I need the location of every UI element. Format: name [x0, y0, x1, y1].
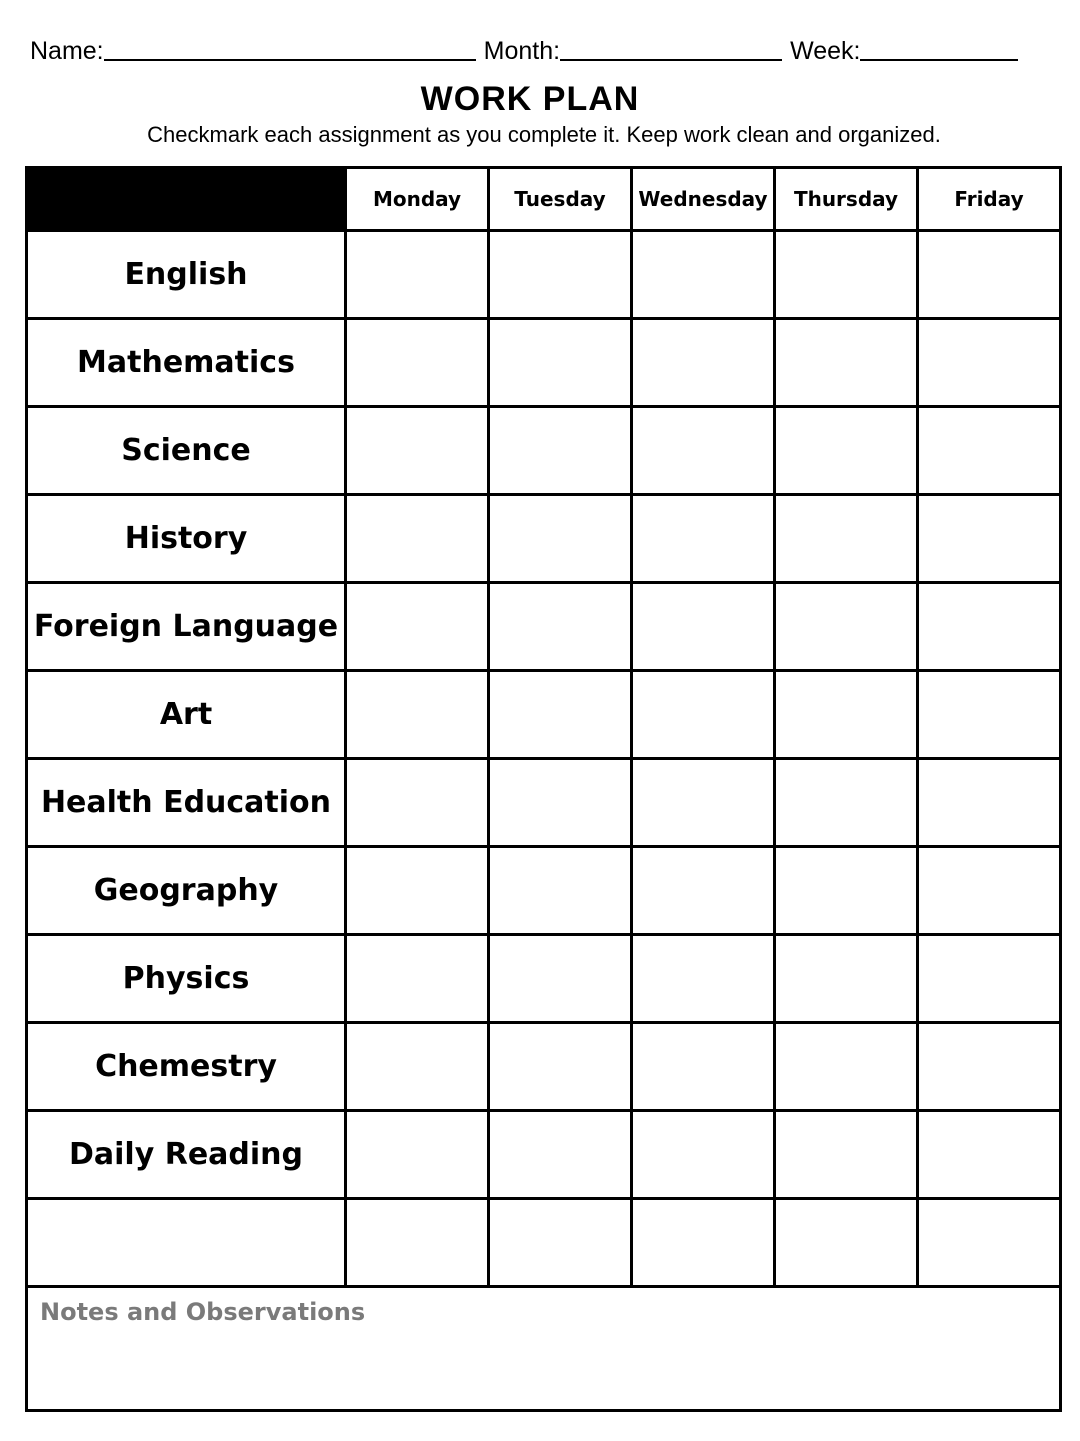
checkbox-cell-thursday[interactable] — [775, 1199, 918, 1287]
name-blank-line[interactable] — [104, 35, 476, 61]
checkbox-cell-tuesday[interactable] — [489, 847, 632, 935]
checkbox-cell-wednesday[interactable] — [632, 407, 775, 495]
name-field[interactable] — [30, 35, 476, 66]
checkbox-cell-wednesday[interactable] — [632, 935, 775, 1023]
checkbox-cell-tuesday[interactable] — [489, 759, 632, 847]
subject-label: Geography — [27, 847, 346, 935]
subject-label: Physics — [27, 935, 346, 1023]
subject-row — [27, 495, 1061, 583]
subject-label: Health Education — [27, 759, 346, 847]
subject-label: History — [27, 495, 346, 583]
checkbox-cell-friday[interactable] — [918, 935, 1061, 1023]
checkbox-cell-monday[interactable] — [346, 407, 489, 495]
checkbox-cell-wednesday[interactable] — [632, 759, 775, 847]
subject-label: Mathematics — [27, 319, 346, 407]
subject-row — [27, 1023, 1061, 1111]
checkbox-cell-tuesday[interactable] — [489, 583, 632, 671]
day-header-thursday: Thursday — [775, 168, 918, 231]
notes-box[interactable] — [27, 1287, 1061, 1411]
checkbox-cell-monday[interactable] — [346, 847, 489, 935]
subject-row — [27, 583, 1061, 671]
name-label: Name: — [30, 37, 104, 65]
subject-label[interactable] — [27, 1199, 346, 1287]
subject-row — [27, 1199, 1061, 1287]
checkbox-cell-tuesday[interactable] — [489, 1199, 632, 1287]
subject-label: English — [27, 231, 346, 319]
subject-row — [27, 671, 1061, 759]
checkbox-cell-friday[interactable] — [918, 1199, 1061, 1287]
checkbox-cell-thursday[interactable] — [775, 671, 918, 759]
checkbox-cell-tuesday[interactable] — [489, 671, 632, 759]
checkbox-cell-monday[interactable] — [346, 583, 489, 671]
week-blank-line[interactable] — [860, 35, 1018, 61]
subject-row — [27, 1111, 1061, 1199]
subject-label: Art — [27, 671, 346, 759]
checkbox-cell-tuesday[interactable] — [489, 407, 632, 495]
day-header-tuesday: Tuesday — [489, 168, 632, 231]
subject-row — [27, 231, 1061, 319]
checkbox-cell-friday[interactable] — [918, 759, 1061, 847]
subject-label: Foreign Language — [27, 583, 346, 671]
checkbox-cell-thursday[interactable] — [775, 1023, 918, 1111]
checkbox-cell-friday[interactable] — [918, 495, 1061, 583]
subject-row — [27, 319, 1061, 407]
month-label: Month: — [483, 37, 561, 65]
subject-row — [27, 935, 1061, 1023]
checkbox-cell-monday[interactable] — [346, 935, 489, 1023]
checkbox-cell-tuesday[interactable] — [489, 495, 632, 583]
checkbox-cell-thursday[interactable] — [775, 495, 918, 583]
day-header-wednesday: Wednesday — [632, 168, 775, 231]
checkbox-cell-wednesday[interactable] — [632, 1023, 775, 1111]
subject-row — [27, 407, 1061, 495]
checkbox-cell-monday[interactable] — [346, 1023, 489, 1111]
checkbox-cell-tuesday[interactable] — [489, 231, 632, 319]
checkbox-cell-wednesday[interactable] — [632, 583, 775, 671]
page-title: WORK PLAN — [420, 80, 640, 118]
corner-cell — [27, 168, 346, 231]
header-fields — [30, 30, 1050, 66]
checkbox-cell-friday[interactable] — [918, 1023, 1061, 1111]
checkbox-cell-friday[interactable] — [918, 671, 1061, 759]
checkbox-cell-friday[interactable] — [918, 583, 1061, 671]
checkbox-cell-monday[interactable] — [346, 1111, 489, 1199]
day-header-monday: Monday — [346, 168, 489, 231]
checkbox-cell-thursday[interactable] — [775, 231, 918, 319]
checkbox-cell-thursday[interactable] — [775, 1111, 918, 1199]
checkbox-cell-thursday[interactable] — [775, 759, 918, 847]
checkbox-cell-friday[interactable] — [918, 847, 1061, 935]
notes-row — [27, 1287, 1061, 1411]
checkbox-cell-thursday[interactable] — [775, 847, 918, 935]
checkbox-cell-wednesday[interactable] — [632, 847, 775, 935]
month-blank-line[interactable] — [560, 35, 782, 61]
checkbox-cell-friday[interactable] — [918, 1111, 1061, 1199]
week-field[interactable] — [790, 35, 1018, 66]
day-header-friday: Friday — [918, 168, 1061, 231]
subject-label: Daily Reading — [27, 1111, 346, 1199]
checkbox-cell-monday[interactable] — [346, 495, 489, 583]
checkbox-cell-tuesday[interactable] — [489, 319, 632, 407]
notes-label: Notes and Observations — [40, 1298, 366, 1326]
checkbox-cell-wednesday[interactable] — [632, 319, 775, 407]
checkbox-cell-monday[interactable] — [346, 1199, 489, 1287]
subject-row — [27, 759, 1061, 847]
week-label: Week: — [790, 37, 861, 65]
checkbox-cell-wednesday[interactable] — [632, 231, 775, 319]
checkbox-cell-wednesday[interactable] — [632, 1199, 775, 1287]
checkbox-cell-monday[interactable] — [346, 319, 489, 407]
checkbox-cell-thursday[interactable] — [775, 583, 918, 671]
subject-row — [27, 847, 1061, 935]
checkbox-cell-thursday[interactable] — [775, 407, 918, 495]
work-plan-table — [25, 166, 1062, 1412]
checkbox-cell-wednesday[interactable] — [632, 1111, 775, 1199]
checkbox-cell-monday[interactable] — [346, 671, 489, 759]
checkbox-cell-friday[interactable] — [918, 231, 1061, 319]
checkbox-cell-tuesday[interactable] — [489, 935, 632, 1023]
subject-label: Science — [27, 407, 346, 495]
month-field[interactable] — [484, 35, 782, 66]
checkbox-cell-monday[interactable] — [346, 231, 489, 319]
checkbox-cell-thursday[interactable] — [775, 319, 918, 407]
checkbox-cell-wednesday[interactable] — [632, 495, 775, 583]
checkbox-cell-thursday[interactable] — [775, 935, 918, 1023]
checkbox-cell-monday[interactable] — [346, 759, 489, 847]
checkbox-cell-wednesday[interactable] — [632, 671, 775, 759]
checkbox-cell-friday[interactable] — [918, 407, 1061, 495]
checkbox-cell-tuesday[interactable] — [489, 1111, 632, 1199]
instructions: Checkmark each assignment as you complete it. Keep work clean and organized. — [147, 122, 941, 147]
checkbox-cell-friday[interactable] — [918, 319, 1061, 407]
checkbox-cell-tuesday[interactable] — [489, 1023, 632, 1111]
day-header-row — [27, 168, 1061, 231]
subject-label: Chemestry — [27, 1023, 346, 1111]
